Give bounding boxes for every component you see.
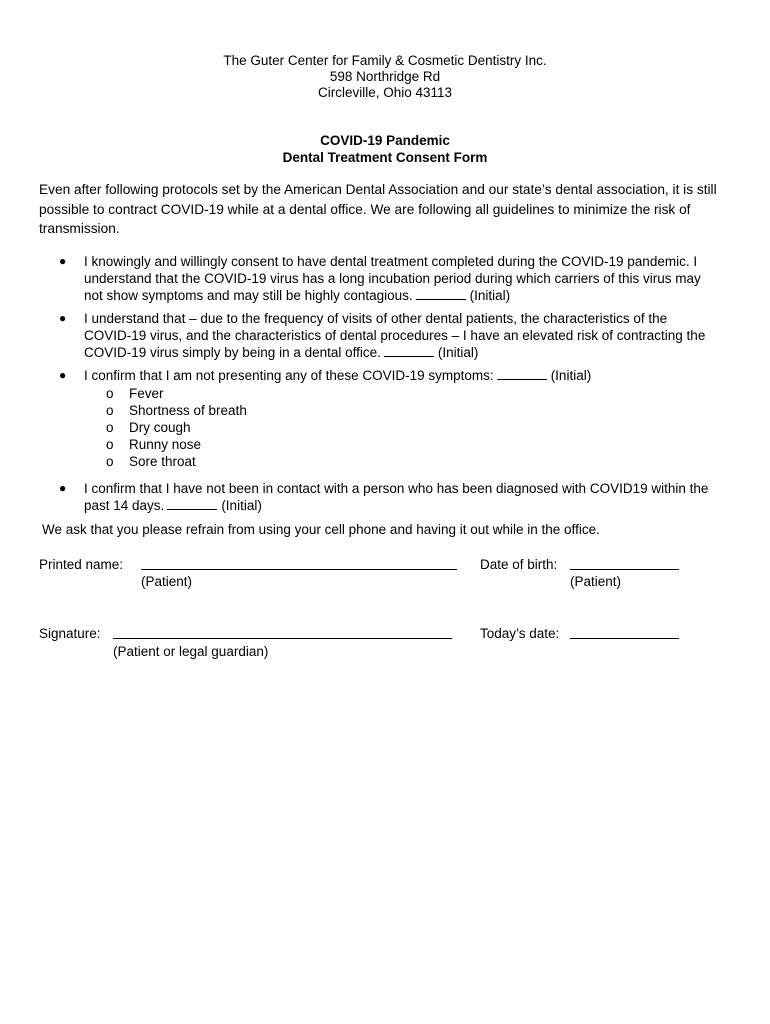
cell-phone-note: We ask that you please refrain from using your cell phone and having it out while in the office. <box>42 522 600 537</box>
signature-label: Signature: <box>39 626 101 641</box>
initial-blank[interactable] <box>497 367 547 380</box>
title-line-2: Dental Treatment Consent Form <box>282 150 488 165</box>
form-title <box>0 132 770 166</box>
printed-name-sublabel: (Patient) <box>141 574 193 589</box>
list-item: o Runny nose <box>106 437 202 452</box>
initial-blank[interactable] <box>384 344 434 357</box>
printed-name-label: Printed name: <box>39 557 124 572</box>
list-item: o Shortness of breath <box>106 403 247 418</box>
consent-statement-1 <box>0 253 714 304</box>
consent-statement-3 <box>0 367 714 470</box>
statement-text: I confirm that I have not been in contact with a person who has been diagnosed with COVID19 within the past 14 days. <box>84 481 709 513</box>
bullet-icon: ● <box>59 368 67 382</box>
date-of-birth-sublabel: (Patient) <box>570 574 622 589</box>
signature-sublabel: (Patient or legal guardian) <box>113 644 269 659</box>
intro-paragraph: Even after following protocols set by the American Dental Association and our state’s dental association, it is still possible to contract COVID-19 while at a dental office. We are following all guidelines to minimize the risk of transmission. <box>39 182 717 236</box>
initial-blank[interactable] <box>416 287 466 300</box>
todays-date-label: Today’s date: <box>480 626 560 641</box>
circle-bullet-icon: o <box>106 454 114 469</box>
circle-bullet-icon: o <box>106 437 114 452</box>
statement-text: I confirm that I am not presenting any of these COVID-19 symptoms: <box>84 368 494 383</box>
consent-statements <box>0 253 770 520</box>
signature-field[interactable] <box>113 638 452 639</box>
initial-label: (Initial) <box>469 288 511 303</box>
practice-name: The Guter Center for Family & Cosmetic Dentistry Inc. <box>223 53 547 68</box>
date-of-birth-label: Date of birth: <box>480 557 558 572</box>
practice-header <box>0 53 770 101</box>
bullet-icon: ● <box>59 311 67 325</box>
todays-date-field[interactable] <box>570 638 679 639</box>
circle-bullet-icon: o <box>106 386 114 401</box>
statement-text: I understand that – due to the frequency of visits of other dental patients, the characteristics of the COVID-19 virus, and the characteristics of dental procedures – I have an elevated risk of contracting the COVID-19 virus simply by being in a dental office. <box>84 311 706 360</box>
initial-label: (Initial) <box>437 345 479 360</box>
date-of-birth-field[interactable] <box>570 569 679 570</box>
initial-blank[interactable] <box>167 497 217 510</box>
address-line-1: 598 Northridge Rd <box>329 69 441 84</box>
list-item: o Fever <box>106 386 164 401</box>
list-item: o Dry cough <box>106 420 191 435</box>
symptom-list <box>84 385 714 470</box>
list-item: o Sore throat <box>106 454 196 469</box>
title-line-1: COVID-19 Pandemic <box>320 133 450 148</box>
initial-label: (Initial) <box>221 498 262 513</box>
circle-bullet-icon: o <box>106 420 114 435</box>
initial-label: (Initial) <box>550 368 592 383</box>
bullet-icon: ● <box>59 254 67 268</box>
address-line-2: Circleville, Ohio 43113 <box>317 85 453 100</box>
statement-text: I knowingly and willingly consent to have dental treatment completed during the COVID-19 pandemic. I understand that the COVID-19 virus has a long incubation period during which carriers of this virus may not show symptoms and may still be highly contagious. <box>84 254 701 303</box>
circle-bullet-icon: o <box>106 403 114 418</box>
printed-name-field[interactable] <box>141 569 457 570</box>
consent-statement-2 <box>0 310 714 361</box>
consent-statement-4 <box>0 480 714 514</box>
bullet-icon: ● <box>59 481 67 495</box>
